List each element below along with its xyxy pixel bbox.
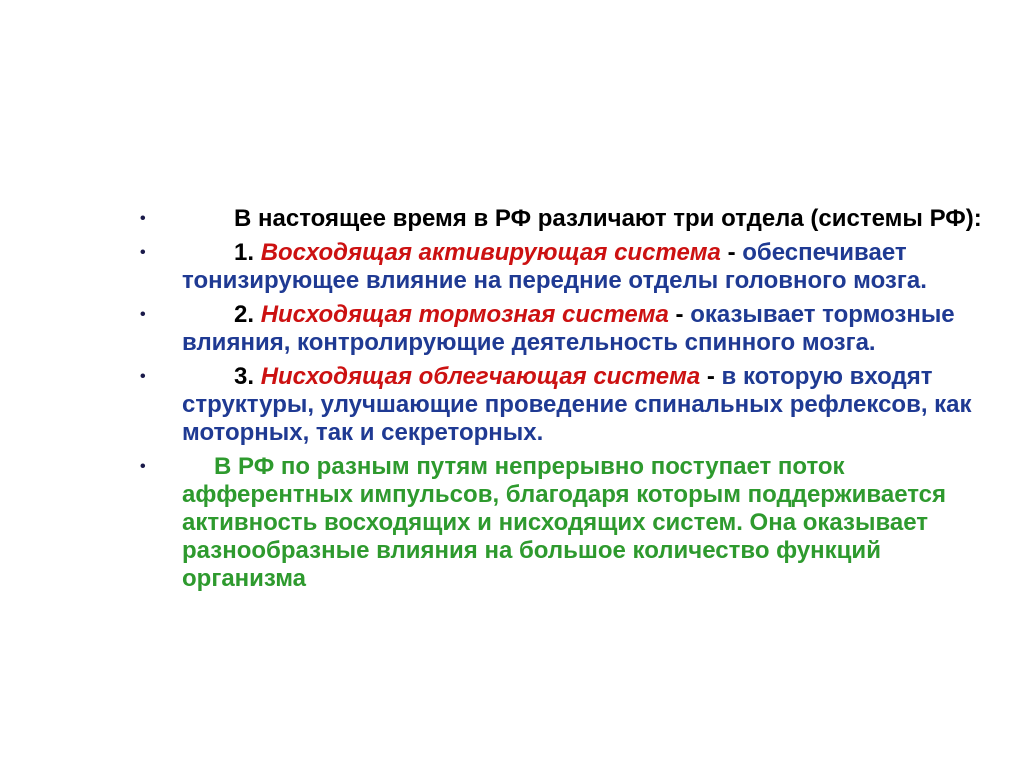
bullet-icon: • <box>140 210 146 227</box>
bullet-icon: • <box>140 368 146 385</box>
item-number: 1. <box>234 239 255 266</box>
list-item-summary <box>140 453 1000 593</box>
system-term: Восходящая активирующая система <box>260 239 721 266</box>
item-number: 3. <box>234 363 255 390</box>
system-description: оказывает тормозные влияния, контролирующие деятельность спинного мозга. <box>182 301 955 356</box>
bullet-icon: • <box>140 244 146 261</box>
list-item-1 <box>140 239 1000 295</box>
system-term: Нисходящая облегчающая система <box>260 363 701 390</box>
system-term: Нисходящая тормозная система <box>260 301 669 328</box>
summary-text: В РФ по разным путям непрерывно поступает поток афферентных импульсов, благодаря которым поддерживается активность восходящих и нисходящих систем. Она оказывает разнообразные влияния на большое количество функций организма <box>182 453 947 592</box>
list-item-3 <box>140 363 1000 447</box>
list-item-2 <box>140 301 1000 357</box>
system-description: в которую входят структуры, улучшающие проведение спинальных рефлексов, как моторных, так и секреторных. <box>182 363 972 446</box>
item-number: 2. <box>234 301 255 328</box>
list-item-intro <box>140 205 1000 233</box>
dash: - <box>700 363 715 390</box>
dash: - <box>720 239 736 266</box>
bullet-icon: • <box>140 458 146 475</box>
bullet-icon: • <box>140 306 146 323</box>
dash: - <box>668 301 684 328</box>
system-description: обеспечивает тонизирующее влияние на передние отделы головного мозга. <box>182 239 927 294</box>
bullet-list <box>140 205 1000 599</box>
intro-text: В настоящее время в РФ различают три отдела (системы РФ): <box>234 205 982 232</box>
